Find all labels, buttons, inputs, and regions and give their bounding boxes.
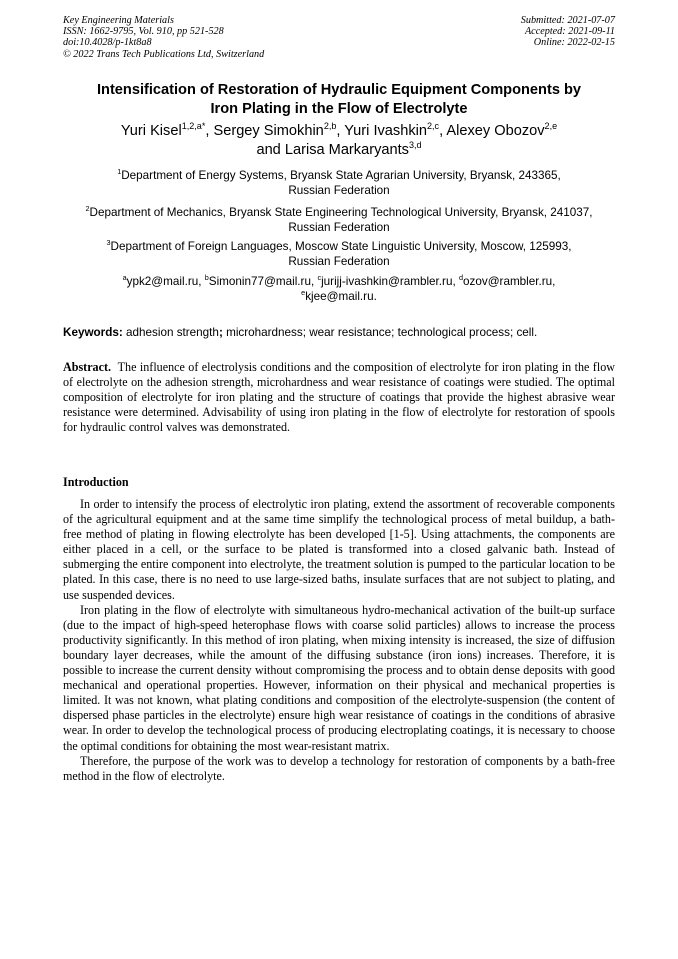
author-name: Yuri Ivashkin [344,123,427,139]
publication-dates [521,15,615,49]
journal-info [63,15,264,60]
email-link[interactable]: Simonin77@mail.ru [208,275,311,288]
email-link[interactable]: kjee@mail.ru [305,290,374,304]
paragraph: In order to intensify the process of electrolytic iron plating, extend the assortment of recoverable components of the agricultural equipment and at the same time simplify the technological process of metal buildup, a bath-free method of plating in flowing electrolyte has been developed [1-5]. Using attachments, the components are either placed in a cell, or the surface to be plated is transformed into a closed galvanic bath. Instead of submerging the entire component into electrolyte, the treatment solution is pumped to the particular location to be plated. In this case, there is no need to use large-sized baths, insulate surfaces that are not subject to plating, and use suspended devices. [63,497,615,602]
author-name: Yuri Kisel [120,123,182,139]
online-date: Online: 2022-02-15 [533,37,615,49]
paragraph: Therefore, the purpose of the work was to develop a technology for restoration of components by a bath-free method in the flow of electrolyte. [63,753,615,783]
author-affiliation-marker: 2,b [323,120,337,131]
author-affiliation-marker: 2,e [544,120,558,131]
abstract-text: The influence of electrolysis conditions and the composition of electrolyte for iron plating in the flow of electrolyte on the adhesion strength, microhardness and wear resistance of coatings were studied. The optimal composition of electrolyte for iron plating and the structure of coatings that provide the highest abrasive wear resistance were determined. Advisability of using iron plating in the flow of electrolyte for restoration of spools for hydraulic control valves was demonstrated. [63,360,615,435]
journal-name: Key Engineering Materials [63,15,174,26]
author-affiliation-marker: 3,d [408,139,422,150]
issn-line: ISSN: 1662-9795, Vol. 910, pp 521-528 [63,26,224,38]
email-link[interactable]: ypk2@mail.ru [126,275,199,288]
body-text [63,497,615,784]
author-name: Larisa Markaryants [284,142,409,158]
title-line: Iron Plating in the Flow of Electrolyte [210,101,468,117]
paper-title [50,81,628,119]
email-link[interactable]: ozov@rambler.ru [463,275,553,288]
author-name: Sergey Simokhin [213,123,324,139]
paragraph: Iron plating in the flow of electrolyte with simultaneous hydro-mechanical activation of the built-up surface (due to the impact of high-speed heterophase flows with coarse solid particles) allows to increase the process productivity significantly. In this method of iron plating, when mixing intensity is increased, the size of diffusion boundary layer decreases, while the amount of the diffusing substance (iron ions) increases. Therefore, it is possible to increase the current density without compromising the process and to obtain dense deposits with good mechanical and operational properties. However, information on their physical and mechanical properties is limited. It was not known, what plating conditions and composition of the electrolyte-suspension (the content of dispersed phase particles in the electrolyte) ensure high wear resistance of coatings in the conditions of abrasive wear. In order to develop the technological process of producing electroplating coatings, it is necessary to choose the optimal conditions for obtaining the most wear-resistant matrix. [63,602,615,753]
affiliation: $^1$Department of Energy Systems, Bryansk State Agrarian University, Bryansk, 243365, Russian Federation [117,166,561,198]
author-list: Yuri Kisel$^{1,2,a*}$, Sergey Simokhin$^{2,b}$, Yuri Ivashkin$^{2,c}$, Alexey Obozov$^{2,e}$ and Larisa Markaryants$^{3,d}$ [120,120,558,158]
email-list: $^a$ypk2@mail.ru, $^b$Simonin77@mail.ru, $^c$jurijj-ivashkin@rambler.ru, $^d$ozov@rambler.ru, $^e$kjee@mail.ru. [122,272,556,304]
affiliation: $^2$Department of Mechanics, Bryansk State Engineering Technological University, Bryansk, 241037, Russian Federation [85,203,593,235]
keywords-label: Keywords: [63,326,123,339]
copyright-line: © 2022 Trans Tech Publications Ltd, Switzerland [63,48,265,60]
section-heading: Introduction [63,475,129,489]
accepted-date: Accepted: 2021-09-11 [524,26,615,38]
submitted-date: Submitted: 2021-07-07 [520,15,615,26]
title-line: Intensification of Restoration of Hydraulic Equipment Components by [96,82,582,98]
affiliation: $^3$Department of Foreign Languages, Moscow State Linguistic University, Moscow, 125993, Russian Federation [106,237,572,269]
author-affiliation-marker: 2,c [427,120,440,131]
email-link[interactable]: jurijj-ivashkin@rambler.ru [321,275,453,288]
abstract [63,360,615,435]
author-name: Alexey Obozov [446,123,545,139]
doi-line: doi:10.4028/p-1kt8a8 [63,37,152,49]
keywords: Keywords: adhesion strength; microhardness; wear resistance; technological process; cell. [63,326,538,339]
author-affiliation-marker: 1,2,a* [181,120,206,131]
abstract-label: Abstract. [63,360,112,374]
